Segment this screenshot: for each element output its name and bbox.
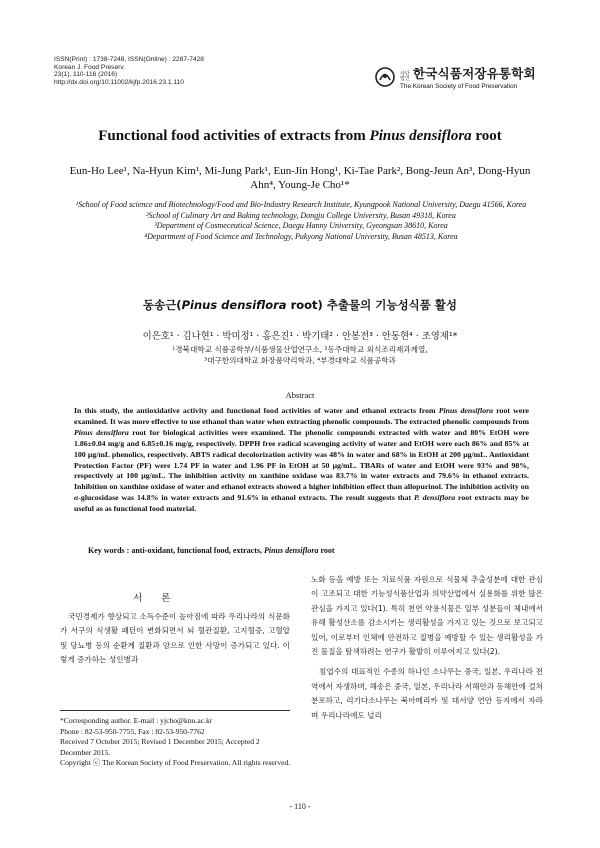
volume-line: 23(1), 110-116 (2016) (54, 71, 118, 79)
korean-affiliations (0, 344, 600, 366)
intro-paragraph: 침엽수의 대표적인 수종의 하나인 소나무는 중국, 일본, 우리나라 전역에서 자생하며, 해송은 중국, 일본, 우리나라 서해안과 동해안에 걸쳐 분포하고, 리기다소나무는 북아메리카 및 대서양 연안 등지에서 자라며 우리나라에도 널리 (311, 667, 543, 720)
society-logo (373, 64, 536, 90)
affiliation-4: ⁴Department of Food Science and Technology, Pukyong National University, Busan 48513, Korea (144, 231, 458, 241)
intro-right-column (311, 573, 543, 723)
page-number: - 110 - (289, 802, 311, 811)
corresponding-author: *Corresponding author. E-mail : yjcho@knu.ac.kr (60, 716, 213, 725)
footnote (60, 716, 292, 769)
paper-title: Functional food activities of extracts from Pinus densiflora root (98, 128, 502, 144)
intro-left-column (60, 610, 290, 668)
korean-affiliation-line: ¹경북대학교 식품공학부/식품생물산업연구소, ²동주대학교 외식조리제과계열, (172, 345, 428, 354)
keywords: Key words : anti-oxidant, functional food, extracts, Pinus densiflora root (88, 546, 335, 555)
korean-title: 동송근(Pinus densiflora root) 추출물의 기능성식품 활성 (142, 298, 458, 312)
affiliations (64, 200, 538, 242)
affiliation-1: ¹School of Food science and Biotechnology/Food and Bio-Industry Research Institute, Kyungpook National University, Daegu 41566, Korea (75, 200, 527, 209)
intro-paragraph: 노화 등을 예방 또는 치료식품 자원으로 식물체 추출성분에 대한 관심이 고조되고 대한 기능성식품산업과 의약산업에서 실용화를 위한 많은 관심을 가지고 있다(1). 특히 천연 약용식물은 일부 성분들이 체내에서 유해 활성산소를 감소시키는 생리활성을 가지고 있는 것으로 보고되고 있어, 이로부터 인체에 안전하고 질병을 예방할 수 있는 생리활성을 가진 물질을 탐색하려는 연구가 활발히 이루어지고 있다(2). (311, 575, 543, 657)
abstract-heading: Abstract (285, 390, 315, 400)
society-small-label: 사단법인 (400, 71, 410, 82)
abstract-text: In this study, the antioxidative activity and functional food activities of water and ethanol extracts from Pinus densiflora root were examined. It was more effective to use ethanol than water when extracting phenolic compounds. The extracted phenolic compounds from Pinus densiflora root for biological activities were examined. The phenolic compounds extracted with water and 80% EtOH were 1.86±0.04 mg/g and 6.85±0.16 mg/g, respectively. DPPH free radical scavenging activity of water and EtOH were each 86% and 85% at 100 μg/mL phenolics, respectively. ABTS radical decolorization activity was 48% in water and 68% in EtOH at 200 μg/mL. Antioxidant Protection Factor (PF) were 1.74 PF in water and 1.96 PF in EtOH at 50 μg/mL. TBARs of water and EtOH were 93% and 98%, respectively at 100 μg/mL. The inhibition activity on xanthine oxidase was 83.7% in water extracts and 79.6% in ethanol extracts. Inhibition on xanthine oxidase of water and ethanol extracts showed a higher inhibition effect than allopurinol. The inhibition activity on α-glucosidase was 14.8% in water extracts and 91.6% in ethanol extracts. The result suggests that P. densiflora root extracts may be useful as as functional food material. (74, 406, 530, 514)
intro-paragraph: 국민경제가 향상되고 소득수준이 높아짐에 따라 우리나라의 식문화가 서구의 식생활 패턴이 변화되면서 뇌 혈관질환, 고지혈증, 고혈압 및 당뇨병 등의 순환계 질환과 암으로 인한 사망이 증가되고 있다. 이렇게 증가하는 성인병과 (60, 612, 290, 665)
section-title-introduction: 서 론 (133, 593, 179, 604)
affiliation-3: ³Department of Cosmeceutical Science, Daegu Hanny University, Gyeongsan 38610, Korea (154, 221, 448, 231)
journal-name: Korean J. Food Preserv. (54, 63, 125, 71)
society-name-kr: 한국식품저장유통학회 (413, 66, 536, 81)
author-list: Eun-Ho Lee¹, Na-Hyun Kim¹, Mi-Jung Park¹, Eun-Jin Hong¹, Ki-Tae Park², Bong-Jeun An³, Dong-Hyun Ahn⁴, Young-Je Cho¹* (69, 165, 531, 191)
issn-line: ISSN(Print) : 1738-7248, ISSN(Online) : 2287-7428 (54, 56, 204, 63)
affiliation-2: ²School of Culinary Art and Baking technology, Dongju College University, Busan 49318, Korea (146, 210, 456, 220)
contact-phone: Phone : 82-53-950-7755, Fax : 82-53-950-7762 (60, 726, 205, 736)
society-name-en: The Korean Society of Food Preservation (400, 83, 518, 90)
korean-affiliation-line: ³대구한의대학교 화장품약리학과, ⁴부경대학교 식품공학과 (204, 356, 396, 365)
society-logo-icon (373, 66, 397, 88)
footnote-divider (60, 710, 290, 711)
doi-link[interactable]: http://dx.doi.org/10.11002/kjfp.2016.23.1.110 (54, 78, 184, 86)
korean-author-list: 이은호¹ · 김나현¹ · 박미정¹ · 홍은진¹ · 박기태² · 안봉전³ · 안동현⁴ · 조영제¹* (142, 331, 458, 342)
journal-header (54, 56, 204, 86)
copyright: Copyright ⓒ The Korean Society of Food Preservation. All rights reserved. (60, 758, 291, 768)
received-dates: Received 7 October 2015; Revised 1 December 2015; Accepted 2 December 2015. (60, 737, 260, 757)
